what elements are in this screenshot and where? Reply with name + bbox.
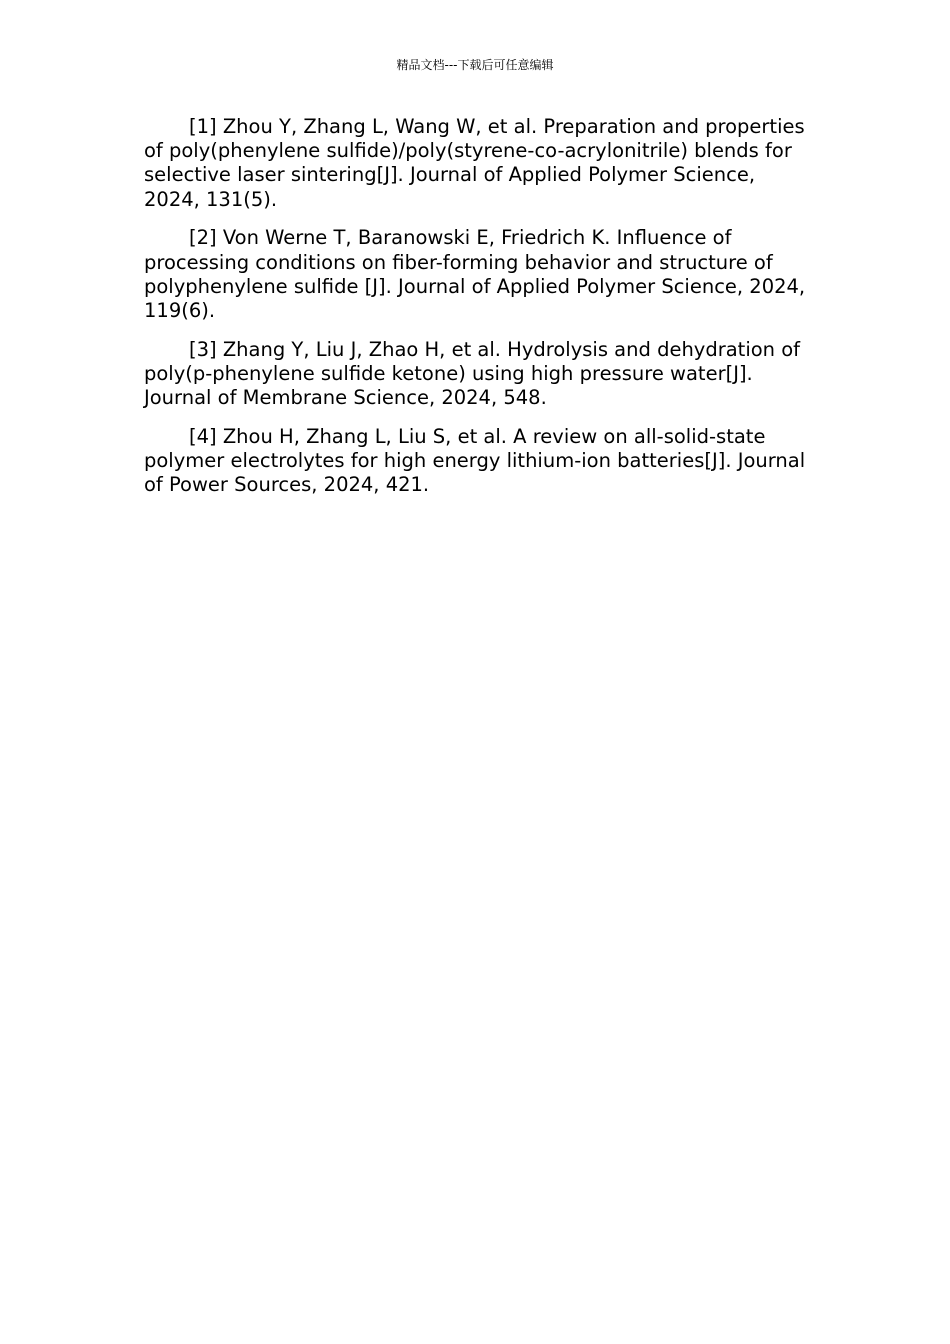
page-header [0, 56, 950, 74]
reference-text: Zhou H, Zhang L, Liu S, et al. A review on all-solid-state polymer electrolytes for high energy lithium-ion batteries[J]. Journal of Power Sources, 2024, 421. [144, 424, 806, 497]
reference-list [144, 115, 814, 512]
reference-item [144, 425, 814, 498]
reference-text: Zhang Y, Liu J, Zhao H, et al. Hydrolysis and dehydration of poly(p-phenylene sulfide ketone) using high pressure water[J]. Journal of Membrane Science, 2024, 548. [144, 337, 801, 410]
header-text: 精品文档---下载后可任意编辑 [396, 58, 554, 72]
reference-item [144, 338, 814, 411]
reference-text: Zhou Y, Zhang L, Wang W, et al. Preparation and properties of poly(phenylene sulfide)/poly(styrene-co-acrylonitrile) blends for selective laser sintering[J]. Journal of Applied Polymer Science, 2024, 131(5). [144, 115, 805, 211]
reference-number: [3] [189, 337, 217, 361]
reference-item [144, 226, 814, 323]
reference-number: [4] [189, 424, 217, 448]
reference-text: Von Werne T, Baranowski E, Friedrich K. Influence of processing conditions on fiber-forming behavior and structure of polyphenylene sulfide [J]. Journal of Applied Polymer Science, 2024, 119(6). [144, 226, 806, 322]
reference-number: [2] [189, 226, 217, 250]
reference-item [144, 115, 814, 212]
reference-number: [1] [189, 115, 217, 138]
